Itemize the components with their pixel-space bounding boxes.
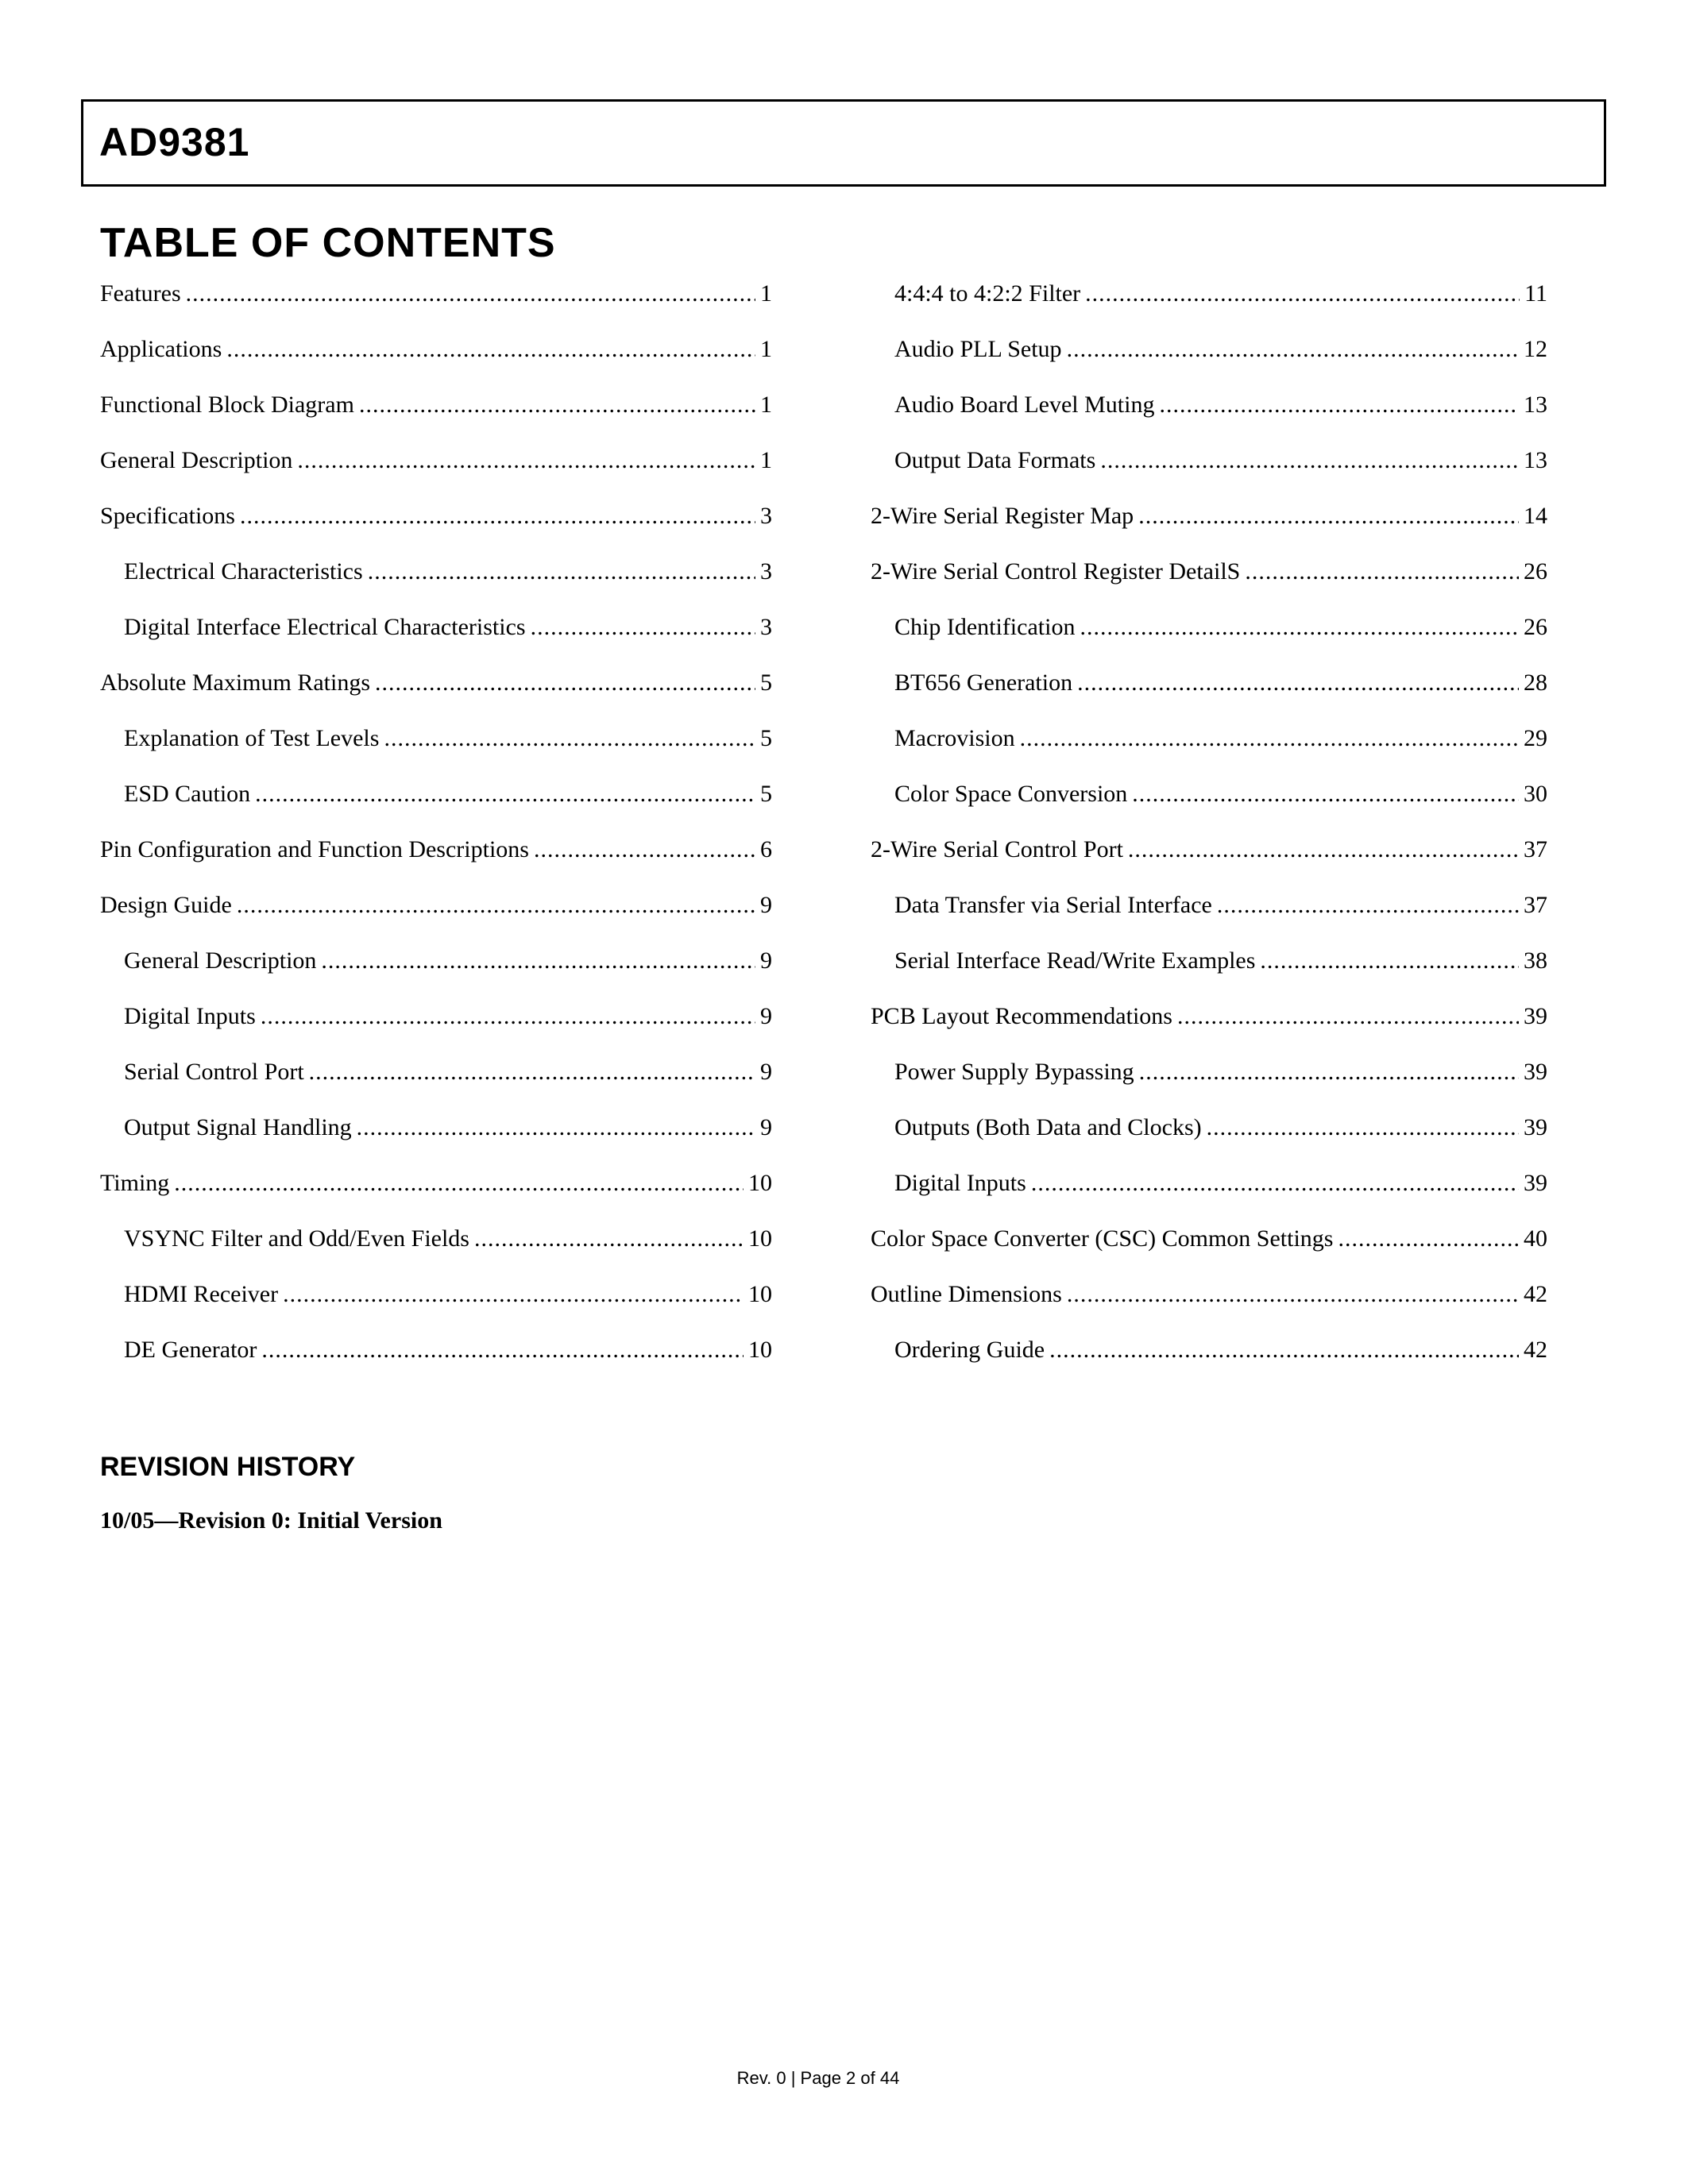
toc-entry[interactable]	[871, 558, 1547, 613]
toc-leader-dots	[174, 1169, 744, 1198]
toc-entry-page: 9	[760, 947, 772, 974]
toc-entry[interactable]	[871, 613, 1547, 669]
toc-leader-dots	[261, 1002, 755, 1031]
toc-entry-label: 2-Wire Serial Control Port	[871, 836, 1123, 862]
toc-entry[interactable]	[871, 780, 1547, 835]
toc-entry-page: 37	[1524, 836, 1547, 862]
toc-leader-dots	[261, 1336, 744, 1364]
toc-leader-dots	[1080, 613, 1519, 642]
revision-history-heading: REVISION HISTORY	[100, 1452, 356, 1482]
toc-entry-page: 10	[748, 1281, 772, 1307]
toc-leader-dots	[1338, 1225, 1519, 1253]
toc-entry-label: Explanation of Test Levels	[124, 725, 380, 751]
toc-entry-page: 9	[760, 892, 772, 918]
toc-leader-dots	[1138, 502, 1519, 531]
toc-entry-page: 40	[1524, 1225, 1547, 1252]
toc-entry-page: 12	[1524, 336, 1547, 362]
toc-entry-label: Digital Inputs	[124, 1003, 256, 1029]
toc-leader-dots	[357, 1113, 755, 1142]
revision-entry: 10/05—Revision 0: Initial Version	[100, 1507, 442, 1534]
toc-leader-dots	[368, 558, 755, 586]
toc-entry-label: Color Space Converter (CSC) Common Settings	[871, 1225, 1334, 1252]
toc-leader-dots	[1159, 391, 1519, 419]
toc-leader-dots	[1077, 669, 1519, 697]
toc-entry[interactable]	[100, 502, 772, 558]
toc-entry-label: Serial Control Port	[124, 1059, 304, 1085]
toc-entry-page: 14	[1524, 503, 1547, 529]
toc-leader-dots	[1245, 558, 1519, 586]
toc-entry-label: Audio Board Level Muting	[894, 392, 1155, 418]
toc-leader-dots	[309, 1058, 755, 1086]
toc-leader-dots	[321, 947, 755, 975]
toc-entry-label: Design Guide	[100, 892, 232, 918]
toc-entry-page: 38	[1524, 947, 1547, 974]
toc-entry-label: General Description	[100, 447, 293, 473]
toc-entry-label: HDMI Receiver	[124, 1281, 279, 1307]
toc-entry-label: 4:4:4 to 4:2:2 Filter	[894, 280, 1081, 307]
toc-entry-page: 6	[760, 836, 772, 862]
toc-entry-label: Specifications	[100, 503, 235, 529]
toc-entry-label: Electrical Characteristics	[124, 558, 363, 585]
toc-leader-dots	[1085, 280, 1520, 308]
toc-entry-label: Serial Interface Read/Write Examples	[894, 947, 1256, 974]
toc-entry-page: 28	[1524, 669, 1547, 696]
toc-leader-dots	[1207, 1113, 1519, 1142]
toc-entry-label: Absolute Maximum Ratings	[100, 669, 370, 696]
toc-entry-label: Output Data Formats	[894, 447, 1096, 473]
toc-entry-label: VSYNC Filter and Odd/Even Fields	[124, 1225, 469, 1252]
toc-entry[interactable]	[100, 669, 772, 724]
toc-leader-dots	[1020, 724, 1519, 753]
toc-leader-dots	[283, 1280, 744, 1309]
page-footer: Rev. 0 | Page 2 of 44	[736, 2068, 900, 2088]
toc-leader-dots	[531, 613, 755, 642]
toc-entry-label: Applications	[100, 336, 222, 362]
toc-entry-page: 39	[1524, 1003, 1547, 1029]
toc-entry-page: 39	[1524, 1059, 1547, 1085]
toc-entry-label: Timing	[100, 1170, 170, 1196]
toc-leader-dots	[1132, 780, 1519, 808]
toc-leader-dots	[255, 780, 755, 808]
toc-entry-page: 26	[1524, 614, 1547, 640]
toc-entry-label: ESD Caution	[124, 781, 251, 807]
toc-right-column	[871, 280, 1547, 1391]
toc-entry[interactable]	[100, 1280, 772, 1336]
toc-entry[interactable]	[871, 724, 1547, 780]
toc-entry-label: BT656 Generation	[894, 669, 1073, 696]
toc-entry[interactable]	[100, 1058, 772, 1113]
toc-leader-dots	[384, 724, 755, 753]
toc-entry[interactable]	[100, 558, 772, 613]
toc-entry-label: Power Supply Bypassing	[894, 1059, 1134, 1085]
toc-entry[interactable]	[871, 891, 1547, 947]
toc-entry[interactable]	[871, 280, 1547, 335]
toc-entry-label: Pin Configuration and Function Descriptions	[100, 836, 529, 862]
toc-entry[interactable]	[871, 1225, 1547, 1280]
toc-entry[interactable]	[100, 391, 772, 446]
toc-leader-dots	[474, 1225, 744, 1253]
toc-entry[interactable]	[871, 1336, 1547, 1391]
toc-entry[interactable]	[871, 1280, 1547, 1336]
toc-title: TABLE OF CONTENTS	[100, 220, 556, 266]
toc-entry-page: 13	[1524, 392, 1547, 418]
toc-entry-page: 1	[760, 392, 772, 418]
toc-entry-page: 11	[1524, 280, 1547, 307]
toc-entry-page: 3	[760, 558, 772, 585]
toc-entry-page: 1	[760, 336, 772, 362]
toc-entry[interactable]	[100, 1113, 772, 1169]
toc-leader-dots	[1260, 947, 1519, 975]
toc-leader-dots	[359, 391, 755, 419]
toc-leader-dots	[375, 669, 755, 697]
toc-entry-page: 5	[760, 781, 772, 807]
toc-leader-dots	[1031, 1169, 1519, 1198]
toc-leader-dots	[1100, 446, 1519, 475]
toc-leader-dots	[1139, 1058, 1519, 1086]
toc-leader-dots	[1177, 1002, 1519, 1031]
toc-entry-page: 3	[760, 503, 772, 529]
toc-entry[interactable]	[100, 1002, 772, 1058]
toc-entry-page: 29	[1524, 725, 1547, 751]
toc-leader-dots	[1049, 1336, 1519, 1364]
toc-entry-page: 1	[760, 447, 772, 473]
toc-entry-page: 9	[760, 1059, 772, 1085]
toc-entry-label: Digital Interface Electrical Characteristics	[124, 614, 526, 640]
toc-entry-label: Outline Dimensions	[871, 1281, 1062, 1307]
toc-entry-label: Chip Identification	[894, 614, 1076, 640]
toc-leader-dots	[226, 335, 755, 364]
toc-leader-dots	[1067, 1280, 1519, 1309]
toc-entry-page: 30	[1524, 781, 1547, 807]
toc-entry-page: 42	[1524, 1281, 1547, 1307]
toc-entry-page: 42	[1524, 1337, 1547, 1363]
toc-entry-label: Features	[100, 280, 181, 307]
toc-entry[interactable]	[871, 1169, 1547, 1225]
toc-entry-page: 26	[1524, 558, 1547, 585]
toc-entry-label: Data Transfer via Serial Interface	[894, 892, 1212, 918]
toc-entry[interactable]	[871, 1058, 1547, 1113]
toc-entry-label: Output Signal Handling	[124, 1114, 352, 1140]
toc-entry-page: 9	[760, 1114, 772, 1140]
toc-entry-label: Outputs (Both Data and Clocks)	[894, 1114, 1202, 1140]
toc-leader-dots	[240, 502, 755, 531]
toc-entry-page: 10	[748, 1225, 772, 1252]
toc-entry-label: General Description	[124, 947, 317, 974]
toc-entry[interactable]	[871, 835, 1547, 891]
toc-entry[interactable]	[100, 1225, 772, 1280]
toc-entry-label: Digital Inputs	[894, 1170, 1026, 1196]
toc-entry-page: 37	[1524, 892, 1547, 918]
toc-entry-page: 39	[1524, 1170, 1547, 1196]
toc-leader-dots	[186, 280, 755, 308]
toc-entry-label: 2-Wire Serial Register Map	[871, 503, 1134, 529]
toc-entry[interactable]	[100, 947, 772, 1002]
toc-entry[interactable]	[100, 891, 772, 947]
toc-entry-page: 3	[760, 614, 772, 640]
toc-entry[interactable]	[100, 613, 772, 669]
toc-entry[interactable]	[100, 1336, 772, 1391]
toc-entry-page: 13	[1524, 447, 1547, 473]
toc-entry-label: Ordering Guide	[894, 1337, 1045, 1363]
toc-entry-label: 2-Wire Serial Control Register DetailS	[871, 558, 1241, 585]
toc-entry-label: Color Space Conversion	[894, 781, 1128, 807]
toc-entry-label: DE Generator	[124, 1337, 257, 1363]
toc-entry-label: Audio PLL Setup	[894, 336, 1062, 362]
toc-entry[interactable]	[100, 780, 772, 835]
toc-left-column	[100, 280, 772, 1391]
toc-leader-dots	[237, 891, 755, 920]
toc-entry-page: 39	[1524, 1114, 1547, 1140]
toc-entry-label: Macrovision	[894, 725, 1015, 751]
toc-entry-label: Functional Block Diagram	[100, 392, 354, 418]
toc-entry-page: 9	[760, 1003, 772, 1029]
toc-entry-page: 5	[760, 725, 772, 751]
toc-entry-page: 10	[748, 1170, 772, 1196]
toc-entry[interactable]	[871, 446, 1547, 502]
toc-entry-page: 5	[760, 669, 772, 696]
toc-entry[interactable]	[100, 446, 772, 502]
toc-entry[interactable]	[871, 669, 1547, 724]
toc-entry[interactable]	[871, 1002, 1547, 1058]
toc-entry[interactable]	[871, 335, 1547, 391]
toc-entry-label: PCB Layout Recommendations	[871, 1003, 1172, 1029]
toc-entry[interactable]	[871, 391, 1547, 446]
toc-entry[interactable]	[871, 947, 1547, 1002]
toc-leader-dots	[1128, 835, 1519, 864]
toc-entry[interactable]	[100, 835, 772, 891]
toc-leader-dots	[297, 446, 755, 475]
toc-entry[interactable]	[100, 1169, 772, 1225]
toc-entry[interactable]	[100, 724, 772, 780]
toc-leader-dots	[1067, 335, 1519, 364]
toc-entry[interactable]	[871, 502, 1547, 558]
toc-leader-dots	[534, 835, 755, 864]
toc-entry[interactable]	[100, 280, 772, 335]
toc-entry-page: 10	[748, 1337, 772, 1363]
toc-entry[interactable]	[871, 1113, 1547, 1169]
header-box	[81, 99, 1606, 187]
toc-entry-page: 1	[760, 280, 772, 307]
toc-entry[interactable]	[100, 335, 772, 391]
toc-leader-dots	[1217, 891, 1519, 920]
part-number: AD9381	[99, 120, 250, 164]
